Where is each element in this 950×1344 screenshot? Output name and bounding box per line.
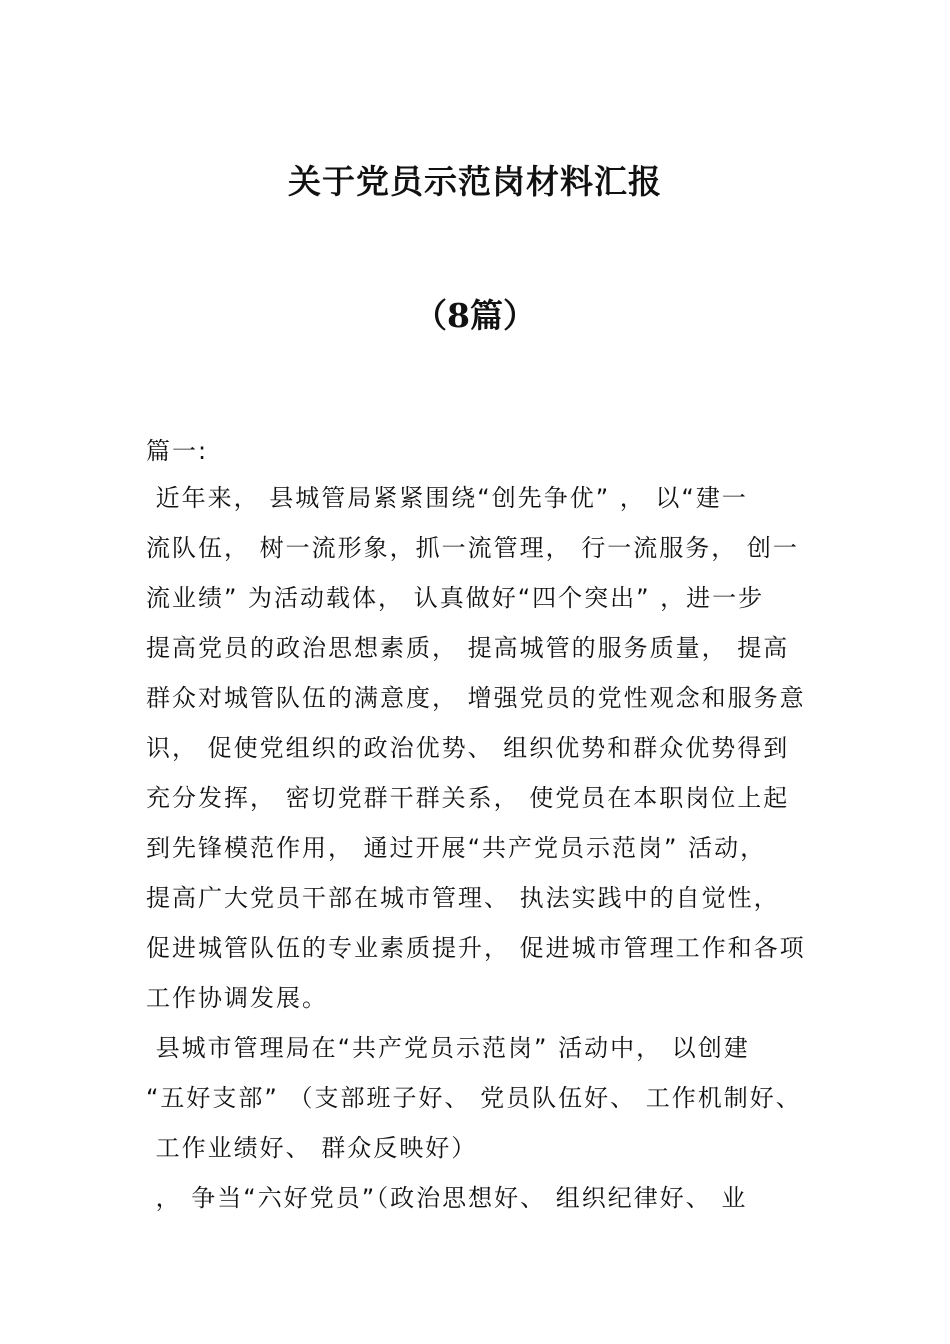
document-subtitle: （8篇）	[414, 296, 536, 335]
body-line: ， 争当“六好党员”（政治思想好、 组织纪律好、 业	[146, 1184, 748, 1212]
body-line: 到先锋模范作用， 通过开展“共产党员示范岗” 活动，	[146, 834, 767, 862]
body-line: 促进城管队伍的专业素质提升， 促进城市管理工作和各项	[146, 934, 806, 962]
body-line: 群众对城管队伍的满意度， 增强党员的党性观念和服务意	[146, 684, 806, 712]
document-title: 关于党员示范岗材料汇报	[288, 162, 662, 201]
body-line: 县城市管理局在“共产党员示范岗” 活动中， 以创建	[146, 1034, 750, 1062]
body-line: 流业绩” 为活动载体， 认真做好“四个突出” ，进一步	[146, 584, 765, 612]
body-line: 提高党员的政治思想素质， 提高城管的服务质量， 提高	[146, 634, 790, 662]
body-line: 工作协调发展。	[146, 984, 328, 1012]
body-line: 工作业绩好、 群众反映好）	[146, 1134, 478, 1162]
body-line: “五好支部” （支部班子好、 党员队伍好、 工作机制好、	[146, 1084, 802, 1112]
body-line: 提高广大党员干部在城市管理、 执法实践中的自觉性，	[146, 884, 780, 912]
body-line: 流队伍， 树一流形象，抓一流管理， 行一流服务， 创一	[146, 534, 799, 562]
section-label: 篇一:	[146, 437, 209, 465]
body-line: 近年来， 县城管局紧紧围绕“创先争优” ， 以“建一	[146, 484, 748, 512]
body-line: 充分发挥， 密切党群干群关系， 使党员在本职岗位上起	[146, 784, 790, 812]
body-line: 识， 促使党组织的政治优势、 组织优势和群众优势得到	[146, 734, 790, 762]
